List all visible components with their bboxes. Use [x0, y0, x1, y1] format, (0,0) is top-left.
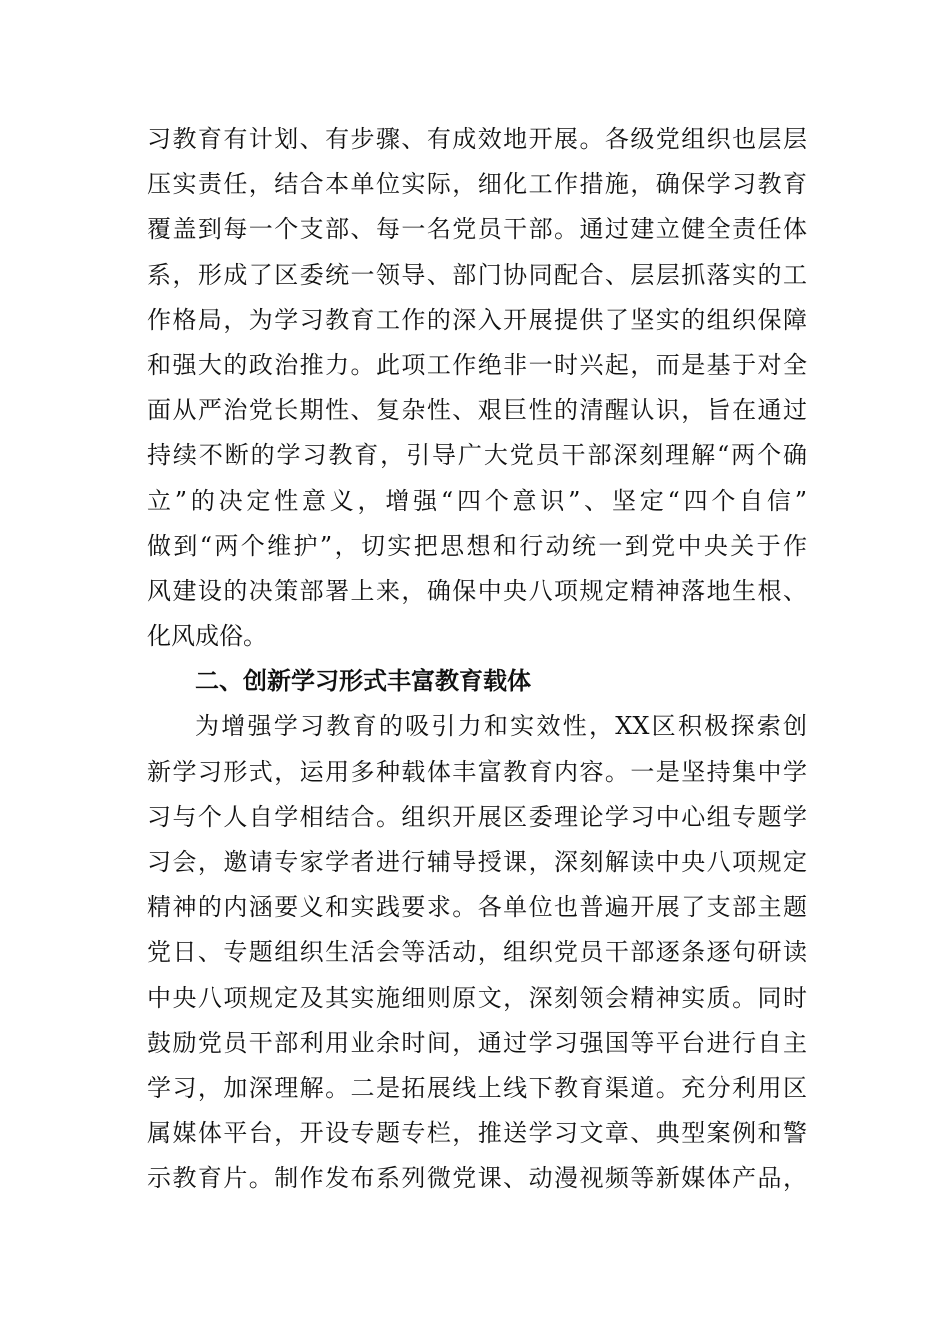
paragraph-line: 新学习形式，运用多种载体丰富教育内容。一是坚持集中学	[147, 757, 807, 786]
paragraph-line: 面从严治党长期性、复杂性、艰巨性的清醒认识，旨在通过	[147, 396, 807, 425]
paragraph-line: 立”的决定性意义，增强“四个意识”、坚定“四个自信”	[147, 486, 807, 515]
paragraph-line: 学习，加深理解。二是拓展线上线下教育渠道。充分利用区	[147, 1073, 807, 1102]
paragraph-line: 覆盖到每一个支部、每一名党员干部。通过建立健全责任体	[147, 215, 807, 244]
paragraph-line: 中央八项规定及其实施细则原文，深刻领会精神实质。同时	[147, 983, 807, 1012]
paragraph-line: 和强大的政治推力。此项工作绝非一时兴起，而是基于对全	[147, 350, 807, 379]
paragraph-line: 习与个人自学相结合。组织开展区委理论学习中心组专题学	[147, 802, 807, 831]
paragraph-line: 党日、专题组织生活会等活动，组织党员干部逐条逐句研读	[147, 938, 807, 967]
paragraph-line: 鼓励党员干部利用业余时间，通过学习强国等平台进行自主	[147, 1028, 807, 1057]
paragraph-line: 压实责任，结合本单位实际，细化工作措施，确保学习教育	[147, 170, 807, 199]
paragraph-line: 作格局，为学习教育工作的深入开展提供了坚实的组织保障	[147, 305, 807, 334]
paragraph-line: 化风成俗。	[147, 622, 267, 651]
paragraph-line: 为增强学习教育的吸引力和实效性，XX区积极探索创	[195, 712, 807, 741]
paragraph-line: 示教育片。制作发布系列微党课、动漫视频等新媒体产品，	[147, 1164, 807, 1193]
document-body	[147, 117, 807, 1202]
paragraph-line: 做到“两个维护”，切实把思想和行动统一到党中央关于作	[147, 531, 807, 560]
paragraph-line: 持续不断的学习教育，引导广大党员干部深刻理解“两个确	[147, 441, 807, 470]
paragraph-line: 属媒体平台，开设专题专栏，推送学习文章、典型案例和警	[147, 1119, 807, 1148]
paragraph-line: 系，形成了区委统一领导、部门协同配合、层层抓落实的工	[147, 260, 807, 289]
paragraph-line: 习会，邀请专家学者进行辅导授课，深刻解读中央八项规定	[147, 848, 807, 876]
paragraph-line: 风建设的决策部署上来，确保中央八项规定精神落地生根、	[147, 576, 807, 605]
paragraph-line: 精神的内涵要义和实践要求。各单位也普遍开展了支部主题	[147, 893, 807, 922]
section-heading: 二、创新学习形式丰富教育载体	[195, 667, 531, 696]
paragraph-line: 习教育有计划、有步骤、有成效地开展。各级党组织也层层	[147, 125, 807, 153]
